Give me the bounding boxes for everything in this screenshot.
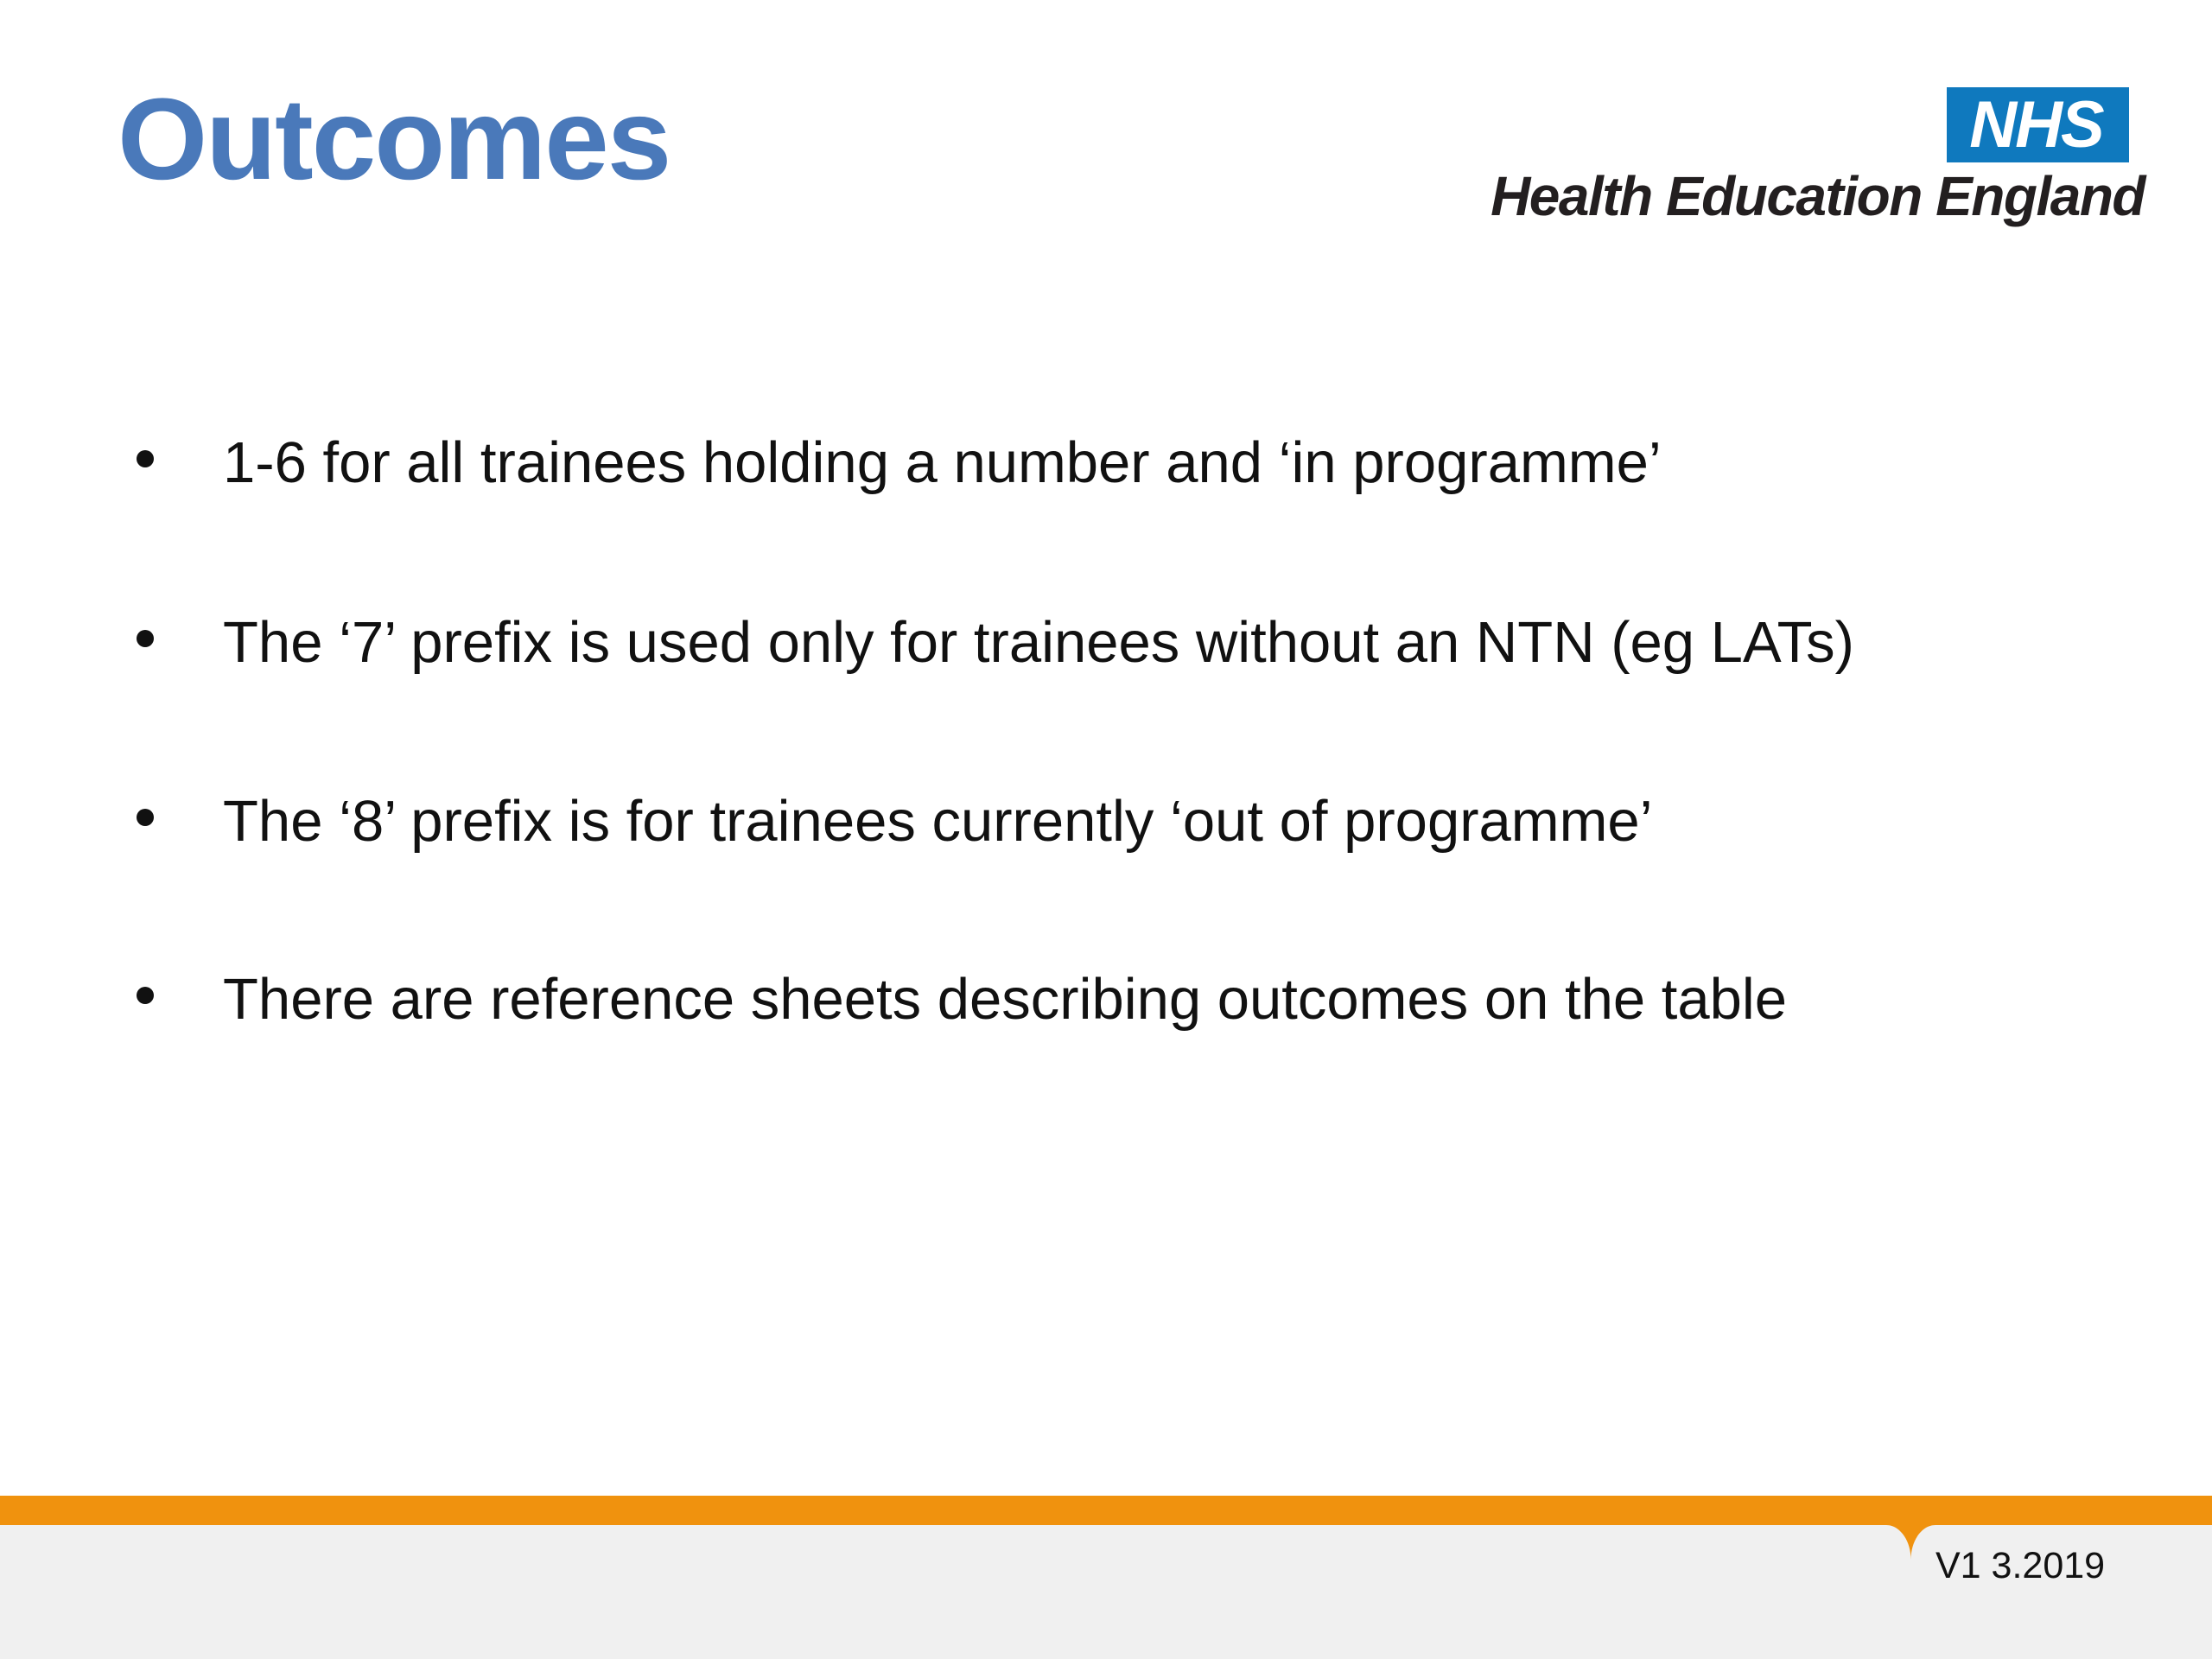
list-item bbox=[131, 965, 2143, 1034]
list-item bbox=[131, 429, 2143, 498]
accent-bar bbox=[0, 1496, 2212, 1525]
footer-strip bbox=[0, 1525, 2212, 1659]
bullet-text: 1-6 for all trainees holding a number and ‘in programme’ bbox=[223, 430, 1662, 495]
nhs-logo-box bbox=[1947, 87, 2129, 162]
bullet-text: The ‘7’ prefix is used only for trainees without an NTN (eg LATs) bbox=[223, 610, 1854, 675]
bullet-marker-icon bbox=[137, 450, 154, 467]
org-name-label: Health Education England bbox=[1491, 165, 2145, 227]
bullet-text: There are reference sheets describing outcomes on the table bbox=[223, 967, 1788, 1032]
version-label: V1 3.2019 bbox=[1936, 1545, 2106, 1586]
nhs-logo-text: NHS bbox=[1969, 87, 2103, 162]
bullet-marker-icon bbox=[137, 809, 154, 826]
bullet-marker-icon bbox=[137, 987, 154, 1004]
bullet-text: The ‘8’ prefix is for trainees currently ‘out of programme’ bbox=[223, 789, 1653, 854]
page-title: Outcomes bbox=[118, 75, 671, 204]
list-item bbox=[131, 787, 2143, 856]
list-item bbox=[131, 608, 2143, 677]
footer-drip-icon bbox=[1886, 1525, 1936, 1560]
bullet-marker-icon bbox=[137, 630, 154, 647]
